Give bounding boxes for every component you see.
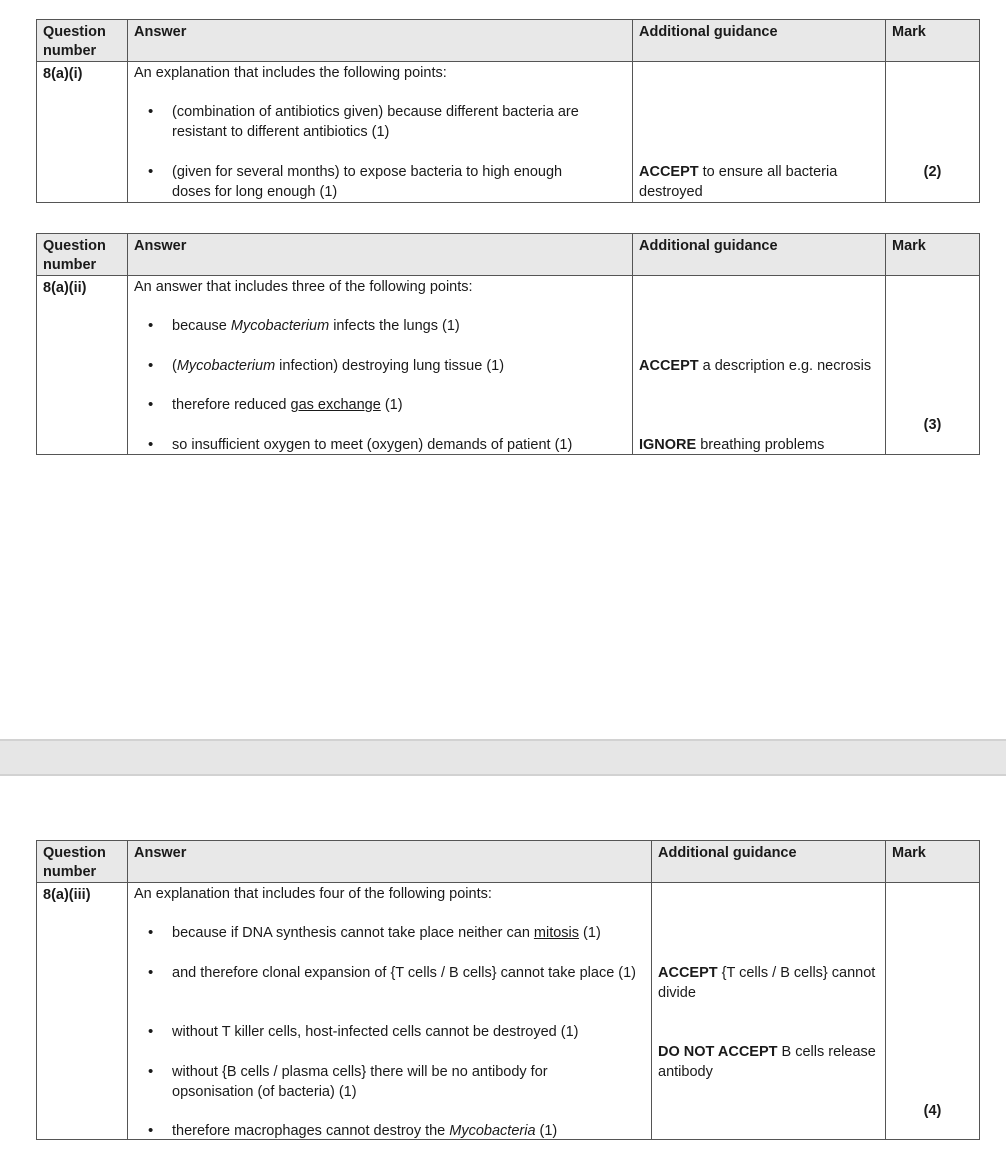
guidance-keyword: ACCEPT <box>658 965 718 981</box>
bullet-icon: • <box>148 1122 154 1139</box>
answer-point: therefore macrophages cannot destroy the Mycobacteria (1) <box>172 1123 558 1139</box>
question-number-label: 8(a)(ii) <box>43 280 87 296</box>
header-answer-label: Answer <box>134 238 187 254</box>
header-question-number <box>37 841 128 883</box>
header-guidance-label: Additional guidance <box>658 845 797 861</box>
answer-point: (given for several months) to expose bacteria to high enough doses for long enough (1) <box>172 164 563 200</box>
mark-cell <box>886 276 980 455</box>
answer-cell <box>128 62 633 203</box>
bullet-icon: • <box>148 103 154 120</box>
guidance-keyword: DO NOT ACCEPT <box>658 1044 778 1060</box>
table-row <box>37 276 980 455</box>
header-question-number <box>37 20 128 62</box>
question-number-label: 8(a)(i) <box>43 66 83 82</box>
header-question-number-label: Question number <box>43 845 106 880</box>
answer-point: therefore reduced gas exchange (1) <box>172 397 403 413</box>
mark-scheme-table-8ai <box>36 19 980 203</box>
guidance-keyword: ACCEPT <box>639 164 699 180</box>
mark-scheme-table-8aii <box>36 233 980 455</box>
answer-intro: An explanation that includes four of the following points: <box>134 886 492 902</box>
table-header-row <box>37 20 980 62</box>
header-guidance <box>652 841 886 883</box>
header-guidance-label: Additional guidance <box>639 24 778 40</box>
header-mark <box>886 841 980 883</box>
guidance-note: DO NOT ACCEPT B cells release antibody <box>658 1044 876 1080</box>
guidance-cell <box>652 883 886 1140</box>
answer-point: (combination of antibiotics given) because different bacteria are resistant to different antibiotics (1) <box>172 104 579 140</box>
answer-intro: An answer that includes three of the following points: <box>134 279 473 295</box>
header-guidance <box>633 20 886 62</box>
header-question-number-label: Question number <box>43 24 106 59</box>
answer-point: because Mycobacterium infects the lungs (1) <box>172 318 460 334</box>
table-row <box>37 62 980 203</box>
answer-intro: An explanation that includes the following points: <box>134 65 447 81</box>
question-number <box>37 276 128 455</box>
header-answer <box>128 20 633 62</box>
bullet-icon: • <box>148 436 154 453</box>
bullet-icon: • <box>148 396 154 413</box>
answer-point: (Mycobacterium infection) destroying lung tissue (1) <box>172 358 505 374</box>
mark-value: (2) <box>923 164 942 180</box>
mark-value: (3) <box>923 417 942 433</box>
page-break-band <box>0 739 1006 776</box>
header-answer-label: Answer <box>134 845 187 861</box>
header-mark <box>886 234 980 276</box>
guidance-keyword: ACCEPT <box>639 358 699 374</box>
question-number <box>37 883 128 1140</box>
header-mark-label: Mark <box>892 24 926 40</box>
question-number <box>37 62 128 203</box>
bullet-icon: • <box>148 317 154 334</box>
answer-point: without {B cells / plasma cells} there will be no antibody for opsonisation (of bacteria) (1) <box>172 1064 548 1100</box>
table-header-row <box>37 234 980 276</box>
table-header-row <box>37 841 980 883</box>
guidance-note: ACCEPT {T cells / B cells} cannot divide <box>658 965 876 1001</box>
answer-cell <box>128 276 633 455</box>
header-answer-label: Answer <box>134 24 187 40</box>
mark-cell <box>886 883 980 1140</box>
answer-point: without T killer cells, host-infected cells cannot be destroyed (1) <box>172 1024 579 1040</box>
header-question-number-label: Question number <box>43 238 106 273</box>
header-question-number <box>37 234 128 276</box>
answer-cell <box>128 883 652 1140</box>
bullet-icon: • <box>148 964 154 981</box>
guidance-keyword: IGNORE <box>639 437 697 453</box>
header-guidance <box>633 234 886 276</box>
question-number-label: 8(a)(iii) <box>43 887 91 903</box>
guidance-cell <box>633 276 886 455</box>
mark-scheme-table-8aiii <box>36 840 980 1140</box>
bullet-icon: • <box>148 1063 154 1080</box>
header-mark-label: Mark <box>892 845 926 861</box>
guidance-note: ACCEPT to ensure all bacteria destroyed <box>639 164 838 200</box>
guidance-cell <box>633 62 886 203</box>
bullet-icon: • <box>148 357 154 374</box>
table-row <box>37 883 980 1140</box>
bullet-icon: • <box>148 163 154 180</box>
header-mark <box>886 20 980 62</box>
header-answer <box>128 234 633 276</box>
header-mark-label: Mark <box>892 238 926 254</box>
guidance-note: ACCEPT a description e.g. necrosis <box>639 358 872 374</box>
header-guidance-label: Additional guidance <box>639 238 778 254</box>
header-answer <box>128 841 652 883</box>
mark-value: (4) <box>923 1103 942 1119</box>
guidance-note: IGNORE breathing problems <box>639 437 825 453</box>
bullet-icon: • <box>148 1023 154 1040</box>
mark-cell <box>886 62 980 203</box>
answer-point: so insufficient oxygen to meet (oxygen) demands of patient (1) <box>172 437 573 453</box>
bullet-icon: • <box>148 924 154 941</box>
answer-point: and therefore clonal expansion of {T cells / B cells} cannot take place (1) <box>172 965 637 981</box>
answer-point: because if DNA synthesis cannot take place neither can mitosis (1) <box>172 925 601 941</box>
